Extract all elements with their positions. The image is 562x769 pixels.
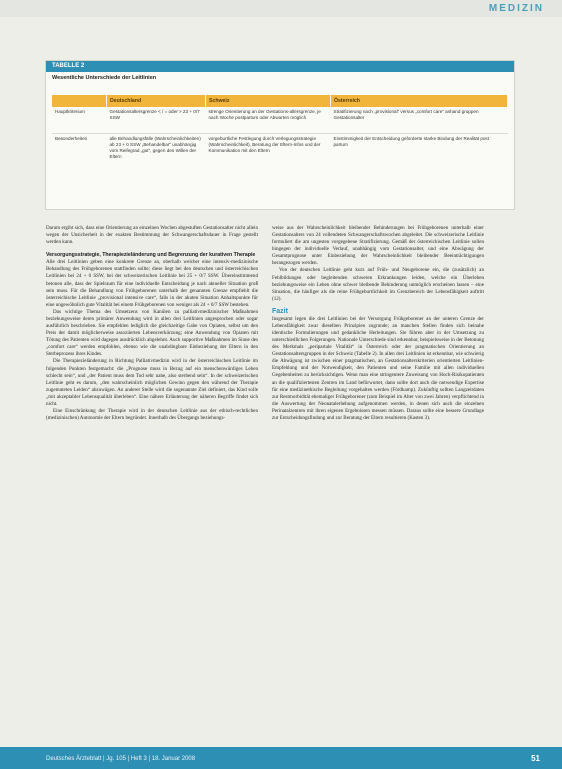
footer-bar bbox=[0, 747, 562, 769]
table-box bbox=[45, 60, 515, 210]
body-paragraph: weise aus der Wahrscheinlichkeit bleibender Behinderungen bei Frühgeborenen unterhalb einer Gestationsalters von 24 vollendeten Schwangerschaftswochen abgeleitet. Die schweizerische Leitlinie formuliert die am ungesten vorgegebene Stratifizierung. Gemäß der österreichischen Leitlinie sollen hingegen der individuelle Verlauf, unabhängig vom Gestationsalter, und eine Abwägung der Gesamtprognose unter Einbeziehung der Wahrscheinlichkeit bleibender Beeinträchtigungen herangezogen werden. bbox=[272, 225, 484, 267]
table-row-label: Hauptkriterium bbox=[52, 107, 107, 134]
header-bar bbox=[0, 0, 562, 17]
table-header-cell: Österreich bbox=[331, 95, 508, 107]
table-cell: Einstimmigkeit der Entscheidung geforderte starke Bindung der Realität post partum bbox=[333, 136, 490, 147]
table-cell: alle Behandlungsfälle (Wahrscheinlichkeiten) ab 23 + 0 SSW „Behandelbar“ unabhängig vom Reifegrad „gut“, gegen den Willen der Eltern bbox=[109, 136, 201, 159]
body-paragraph: Eine Einschränkung der Therapie wird in der deutschen Leitlinie aus der ethisch-rechtlichen (medizinischen) Autonomie der Eltern begründet. Innerhalb des Übergangs beziehungs- bbox=[46, 407, 258, 422]
table-header-cell bbox=[52, 95, 107, 107]
footer-citation: Deutsches Ärzteblatt | Jg. 105 | Heft 3 | 18. Januar 2008 bbox=[46, 756, 196, 762]
table-title: TABELLE 2 bbox=[46, 61, 514, 72]
body-paragraph: Die Therapiezieländerung in Richtung Palliativmedizin wird in der österreichischen Leitlinie im folgenden Punkten festgemacht: die „Prognose muss in Bezug auf ein menschenwürdiges Leben schlecht sein“, und „der Patient muss dem Tod sehr nahe, also sterbend sein“. In der schweizerischen Leitlinie geht es darum, „den wahrscheinlich möglichen Gewinn gegen den während der Therapie zugemuteten Leiden“ abzuwägen. An anderer Stelle wird die sogenannte Ziel definiert, das Kind solle „mit akzeptabler Lebensqualität überleben“. Eine nähere Erläuterung der näheren Begriffe findet sich nicht. bbox=[46, 358, 258, 407]
table-cell: vorgeburtliche Festlegung durch Verlegungsstrategie (Wahrscheinlichkeit), Beratung der Eltern-Infos und der Kommunikation mit den Eltern bbox=[208, 136, 321, 153]
section-subheading: Versorgungsstrategie, Therapiezieländerung und Begrenzung der kurativen Therapie bbox=[46, 252, 256, 259]
body-paragraph: Alle drei Leitlinien geben eine konkrete Grenze an, oberhalb welcher eine intensiv-medizinische Behandlung des Frühgeborenen stattfinden sollte; diese liegt bei den deutschen und österreichischen Leitlinien bei 24 + 0 SSW, bei der schweizerischen Leitlinie bei 25 + 0/7 SSW. Übereinstimmend betonen alle, dass der Spielraum für eine individuelle Entscheidung je nach aktueller Situation groß sein muss. Für die Behandlung von Frühgeborenen unterhalb der genannten Grenze empfiehlt die österreichische Leitlinie „provisional intensive care“, falls in der akuten Situation Anhaltspunkte für eine ungewöhnlich gute Vitalität bei einem Frühgeborenen von weniger als 24 + 0/7 SSW bestehen. bbox=[46, 259, 258, 308]
table-cell: strenge Orientierung an der Gestations-altersgrenze, je nach Woche postpartum oder Abwarten möglich bbox=[206, 107, 331, 134]
table-cell: Gestationsaltersgrenze < / = oder > 23 + 0/7 SSW bbox=[107, 107, 206, 134]
body-paragraph: Insgesamt legen die drei Leitlinien bei der Versorgung Frühgeborener an der unteren Grenze der Lebensfähigkeit zwar dieselben Prinzipien zugrunde; an manchen Stellen finden sich beinahe identische Formulierungen und gedankliche Herleitungen. Sie führen aber in der Umsetzung zu unterschiedlichen Folgerungen. Nationale Unterschiede sind erkennbar, beispielsweise in der Betonung des Merkmals „peripartale Vitalität“ in Österreich oder der pragmatischen Orientierung an Gestationsaltersgruppen in der Schweiz (Tabelle 2). In allen drei Leitlinien ist erkennbar, wie schwierig die Abwägung ist zwischen einer pragmatischen, an Gestationsalterskriterien orientierten Leitlinien-Empfehlung und der Notwendigkeit, den Patienten und seine Familie mit allen individuellen Gegebenheiten zu berücksichtigen. Wenn man eine stringentere Zuweisung von Hoch-Risikopatienten an die qualifiziertesten Zentren im Land befürwortet, dann sollte dort auch die notwendige Expertise für eine medizinethische Begleitung vorgehalten werden (Fördkamp). Zukünftig sollten Langzeitdaten zur Restmorbidität ehemaliger Frühgeborener (zum Beispiel im Alter von zwei Jahren) verpflichtend in die Auswertung der Neonatalerhebung aufgenommen werden, in denen sich auch die einzelnen Perinatalzentren mit ihren eigenen Ergebnissen messen müssen. Daraus sollte eine bessere Grundlage zur Entscheidungsfindung und zur Beratung der Eltern resultieren (Kasten 3). bbox=[272, 315, 484, 421]
table-row bbox=[52, 134, 508, 181]
fazit-heading: Fazit bbox=[272, 307, 288, 315]
page-number: 51 bbox=[531, 754, 540, 763]
table-header-cell: Schweiz bbox=[206, 95, 331, 107]
table-row-label: Besonderheiten bbox=[55, 136, 88, 141]
table-subtitle: Wesentliche Unterschiede der Leitlinien bbox=[52, 75, 157, 81]
body-paragraph: Darum ergibt sich, dass eine Orientierung an einzelnen Wochen abgestuften Gestationsalter nicht allein wegen der Unsicherheit in der exakten Bestimmung der Schwangerschaftsdauer in Frage gestellt werden kann. bbox=[46, 225, 258, 246]
table-header-row bbox=[52, 95, 508, 107]
comparison-table bbox=[52, 95, 508, 180]
left-column bbox=[46, 225, 258, 422]
right-column bbox=[272, 225, 484, 422]
body-paragraph: Das wichtige Thema des Umsetzens von Kanülen zu palliativmedizinischer Maßnahmen beziehungsweise deren primärer Anwendung wird in allen drei Leitlinien angesprochen oder sogar ausführlich beschrieben. Sie empfehlen lediglich die gleichzeitige Gabe von Opiaten, selbst um den Preis der damit möglicherweise assoziierten Lebensverkürzung; eine Anwendung von Opiaten mit Tötung des Patienten wird dagegen ausdrücklich abgelehnt. Auch supportive Maßnahmen im Sinne des „comfort care“ werden empfohlen, ebenso wie die unabdingbare Einbeziehung der Eltern in den Sterbeprozess ihres Kindes. bbox=[46, 308, 258, 358]
table-row bbox=[52, 107, 508, 134]
body-paragraph: Von der deutschen Leitlinie geht kurz auf Früh- und Neugeborene ein, die (zusätzlich) an Fehlbildungen oder begleitenden schweren Erkrankungen leiden, welche ein Überleben beziehungsweise ein Leben ohne schwer bleibende Behinderung unmöglich erscheinen lassen – eine Situation, die häufiger als die reine Frühgeburtlichkeit im Grenzbereich der Lebensfähigkeit auftritt (12). bbox=[272, 267, 484, 302]
table-header-cell: Deutschland bbox=[107, 95, 206, 107]
section-label: MEDIZIN bbox=[488, 3, 544, 14]
table-cell: Stratifizierung nach „provisional“ versus „comfort care“ anhand gruppen Gestationsalter bbox=[331, 107, 508, 134]
